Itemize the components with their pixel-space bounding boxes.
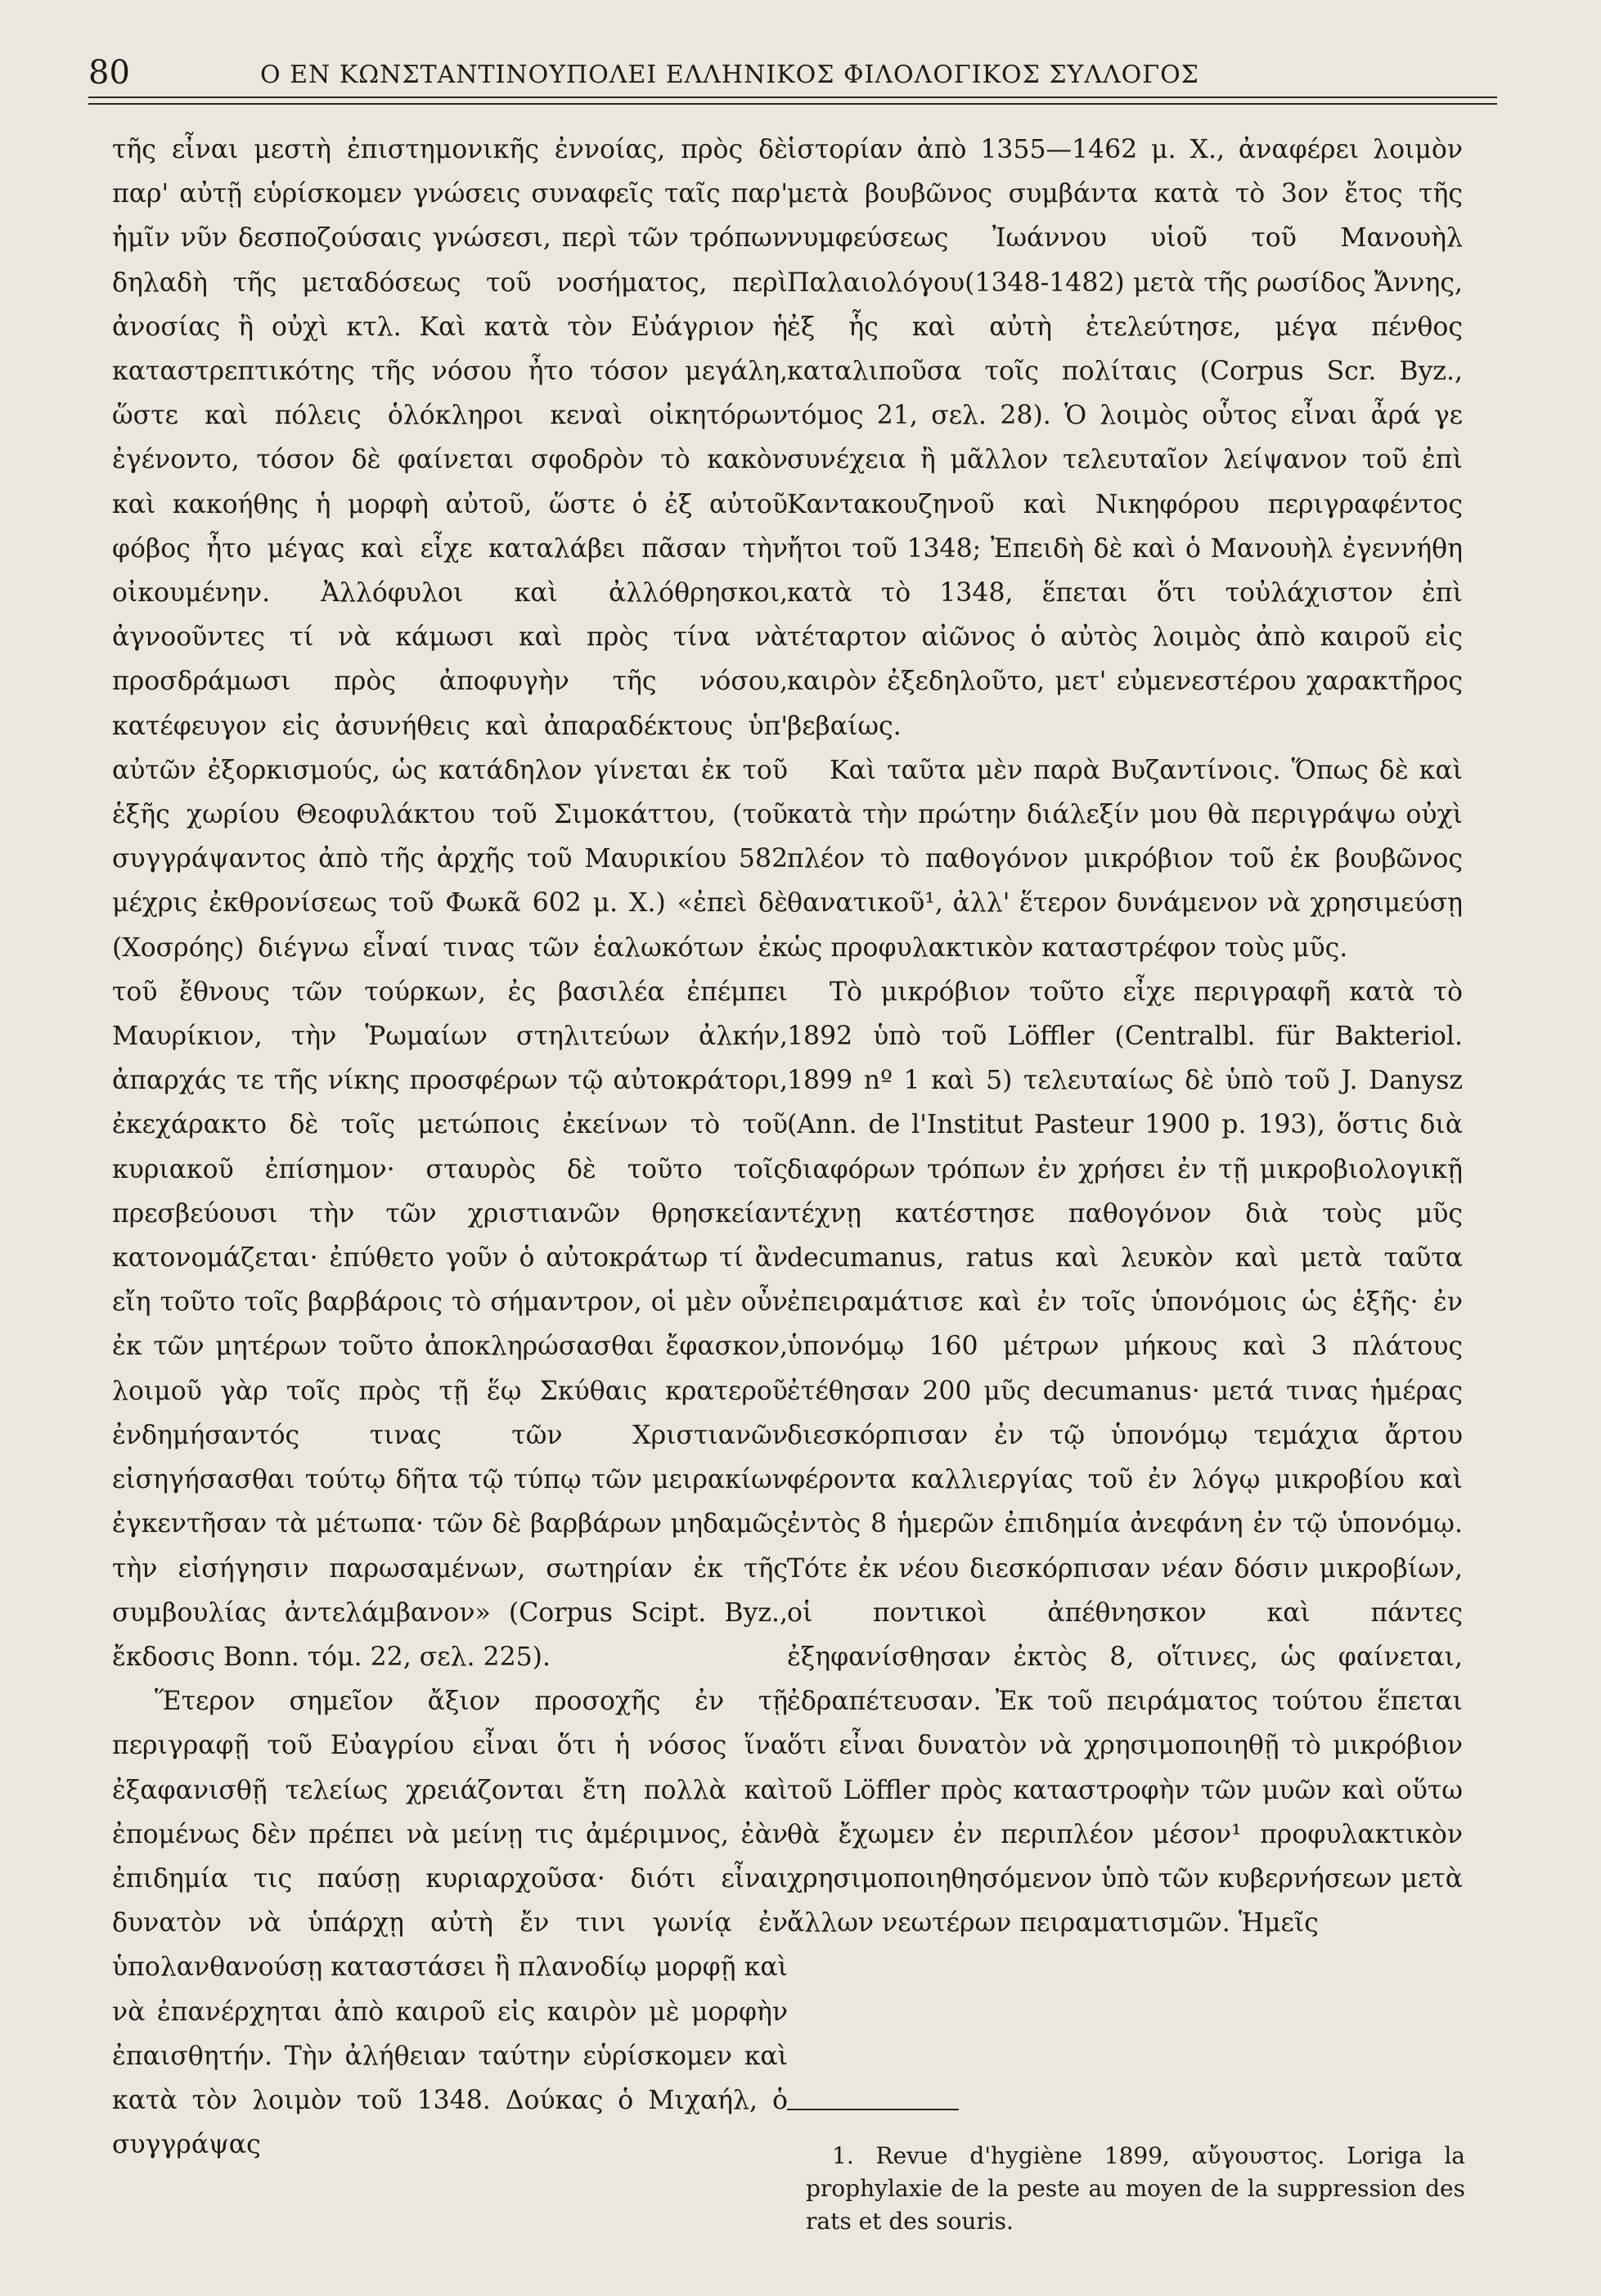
left-paragraph-2: Ἕτερον σημεῖον ἄξιον προσοχῆς ἐν τῇ περιγραφῇ τοῦ Εὐαγρίου εἶναι ὅτι ἡ νόσος ἵνα ἐξαφανισθῇ τελείως χρειάζονται ἔτη πολλὰ καὶ ἐπομένως δὲν πρέπει νὰ μείνῃ τις ἀμέριμνος, ἐὰν ἐπιδημία τις παύσῃ κυριαρχοῦσα· διότι εἶναι δυνατὸν νὰ ὑπάρχῃ αὐτὴ ἔν τινι γωνίᾳ ἐν ὑπολανθανούσῃ καταστάσει ἢ πλανοδίῳ μορφῇ καὶ νὰ ἐπανέρχηται ἀπὸ καιροῦ εἰς καιρὸν μὲ μορφὴν ἐπαισθητήν. Τὴν ἀλήθειαν ταύτην εὑρίσκομεν καὶ κατὰ τὸν λοιμὸν τοῦ 1348. Δούκας ὁ Μιχαήλ, ὁ συγγράψας: [112, 1687, 788, 2160]
page-header: [88, 51, 1495, 97]
running-head: Ο ΕΝ ΚΩΝΣΤΑΝΤΙΝΟΥΠΟΛΕΙ ΕΛΛΗΝΙΚΟΣ ΦΙΛΟΛΟΓΙΚΟΣ ΣΥΛΛΟΓΟΣ: [260, 61, 1199, 89]
header-rule-top: [88, 97, 1497, 98]
left-paragraph-1: τῆς εἶναι μεστὴ ἐπιστημονικῆς ἐννοίας, πρὸς δὲ παρ' αὐτῇ εὑρίσκομεν γνώσεις συναφεῖς ταῖς παρ' ἡμῖν νῦν δεσποζούσαις γνώσεσι, περὶ τῶν τρόπων δηλαδὴ τῆς μεταδόσεως τοῦ νοσήματος, περὶ ἀνοσίας ἢ οὐχὶ κτλ. Καὶ κατὰ τὸν Εὐάγριον ἡ καταστρεπτικότης τῆς νόσου ἦτο τόσον μεγάλη, ὥστε καὶ πόλεις ὁλόκληροι κεναὶ οἰκητόρων ἐγένοντο, τόσον δὲ φαίνεται σφοδρὸν τὸ κακὸν καὶ κακοήθης ἡ μορφὴ αὐτοῦ, ὥστε ὁ ἐξ αὐτοῦ φόβος ἦτο μέγας καὶ εἶχε καταλάβει πᾶσαν τὴν οἰκουμένην. Ἀλλόφυλοι καὶ ἀλλόθρησκοι, ἀγνοοῦντες τί νὰ κάμωσι καὶ πρὸς τίνα νὰ προσδράμωσι πρὸς ἀποφυγὴν τῆς νόσου, κατέφευγον εἰς ἀσυνήθεις καὶ ἀπαραδέκτους ὑπ' αὐτῶν ἐξορκισμούς, ὡς κατάδηλον γίνεται ἐκ τοῦ ἑξῆς χωρίου Θεοφυλάκτου τοῦ Σιμοκάττου, (τοῦ συγγράψαντος ἀπὸ τῆς ἀρχῆς τοῦ Μαυρικίου 582 μέχρις ἐκθρονίσεως τοῦ Φωκᾶ 602 μ. Χ.) «ἐπεὶ δὲ (Χοσρόης) διέγνω εἶναί τινας τῶν ἑαλωκότων ἐκ τοῦ ἔθνους τῶν τούρκων, ἐς βασιλέα ἐπέμπει Μαυρίκιον, τὴν Ῥωμαίων στηλιτεύων ἀλκήν, ἀπαρχάς τε τῆς νίκης προσφέρων τῷ αὐτοκράτορι, ἐκεχάρακτο δὲ τοῖς μετώποις ἐκείνων τὸ τοῦ κυριακοῦ ἐπίσημον· σταυρὸς δὲ τοῦτο τοῖς πρεσβεύουσι τὴν τῶν χριστιανῶν θρησκείαν κατονομάζεται· ἐπύθετο γοῦν ὁ αὐτοκράτωρ τί ἂν εἴη τοῦτο τοῖς βαρβάροις τὸ σήμαντρον, οἱ μὲν οὖν ἐκ τῶν μητέρων τοῦτο ἀποκληρώσασθαι ἔφασκον, λοιμοῦ γὰρ τοῖς πρὸς τῇ ἕῳ Σκύθαις κρατεροῦ ἐνδημήσαντός τινας τῶν Χριστιανῶν εἰσηγήσασθαι τούτῳ δῆτα τῷ τύπῳ τῶν μειρακίων ἐγκεντῆσαν τὰ μέτωπα· τῶν δὲ βαρβάρων μηδαμῶς τὴν εἰσήγησιν παρωσαμένων, σωτηρίαν ἐκ τῆς συμβουλίας ἀντελάμβανον» (Corpus Scipt. Byz., ἔκδοσις Bonn. τόμ. 22, σελ. 225).: [112, 135, 788, 1672]
right-paragraph-3: Τὸ μικρόβιον τοῦτο εἶχε περιγραφῆ κατὰ τὸ 1892 ὑπὸ τοῦ Löffler (Centralbl. für Bakteriol. 1899 nº 1 καὶ 5) τελευταίως δὲ ὑπὸ τοῦ J. Danysz (Ann. de l'Institut Pasteur 1900 p. 193), ὅστις διὰ διαφόρων τρόπων ἐν χρήσει ἐν τῇ μικροβιολογικῇ τέχνῃ κατέστησε παθογόνον διὰ τοὺς μῦς decumanus, ratus καὶ λευκὸν καὶ μετὰ ταῦτα ἐπειραμάτισε καὶ ἐν τοῖς ὑπονόμοις ὡς ἑξῆς· ἐν ὑπονόμῳ 160 μέτρων μήκους καὶ 3 πλάτους ἐτέθησαν 200 μῦς decumanus· μετά τινας ἡμέρας διεσκόρπισαν ἐν τῷ ὑπονόμῳ τεμάχια ἄρτου φέροντα καλλιεργίας τοῦ ἐν λόγῳ μικροβίου καὶ ἐντὸς 8 ἡμερῶν ἐπιδημία ἀνεφάνη ἐν τῷ ὑπονόμῳ. Τότε ἐκ νέου διεσκόρπισαν νέαν δόσιν μικροβίων, οἱ ποντικοὶ ἀπέθνησκον καὶ πάντες ἐξηφανίσθησαν ἐκτὸς 8, οἵτινες, ὡς φαίνεται, ἐδραπέτευσαν. Ἐκ τοῦ πειράματος τούτου ἕπεται ὅτι εἶναι δυνατὸν νὰ χρησιμοποιηθῇ τὸ μικρόβιον τοῦ Löffler πρὸς καταστροφὴν τῶν μυῶν καὶ οὕτω θὰ ἔχωμεν ἐν περιπλέον μέσον¹ προφυλακτικὸν χρησιμοποιηθησόμενον ὑπὸ τῶν κυβερνήσεων μετὰ ἄλλων νεωτέρων πειραματισμῶν. Ἡμεῖς: [787, 977, 1463, 1939]
footnote-rule: [787, 2109, 959, 2110]
right-paragraph-1: ἱστορίαν ἀπὸ 1355—1462 μ. Χ., ἀναφέρει λοιμὸν μετὰ βουβῶνος συμβάντα κατὰ τὸ 3ον ἔτος τῆς νυμφεύσεως Ἰωάννου υἱοῦ τοῦ Μανουὴλ Παλαιολόγου(1348-1482) μετὰ τῆς ρωσίδος Ἄννης, ἐξ ἧς καὶ αὐτὴ ἐτελεύτησε, μέγα πένθος καταλιποῦσα τοῖς πολίταις (Corpus Scr. Byz., τόμος 21, σελ. 28). Ὁ λοιμὸς οὗτος εἶναι ἆρά γε συνέχεια ἢ μᾶλλον τελευταῖον λείψανον τοῦ ἐπὶ Καντακουζηνοῦ καὶ Νικηφόρου περιγραφέντος ἤτοι τοῦ 1348; Ἐπειδὴ δὲ καὶ ὁ Μανουὴλ ἐγεννήθη κατὰ τὸ 1348, ἕπεται ὅτι τοὐλάχιστον ἐπὶ τέταρτον αἰῶνος ὁ αὐτὸς λοιμὸς ἀπὸ καιροῦ εἰς καιρὸν ἐξεδηλοῦτο, μετ' εὐμενεστέρου χαρακτῆρος βεβαίως.: [787, 135, 1463, 741]
header-rule-bottom: [88, 103, 1497, 105]
right-paragraph-2: Καὶ ταῦτα μὲν παρὰ Βυζαντίνοις. Ὅπως δὲ καὶ κατὰ τὴν πρώτην διάλεξίν μου θὰ περιγράψω οὐχὶ πλέον τὸ παθογόνον μικρόβιον τοῦ ἐκ βουβῶνος θανατικοῦ¹, ἀλλ' ἕτερον δυνάμενον νὰ χρησιμεύσῃ ὡς προφυλακτικὸν καταστρέφον τοὺς μῦς.: [787, 755, 1463, 963]
footnote: 1. Revue d'hygiène 1899, αὔγουστος. Loriga la prophylaxie de la peste au moyen de la suppression des rats et des souris.: [806, 2142, 1465, 2235]
left-column: [112, 128, 788, 2167]
right-column: [787, 128, 1463, 1945]
page-number: 80: [88, 54, 130, 92]
